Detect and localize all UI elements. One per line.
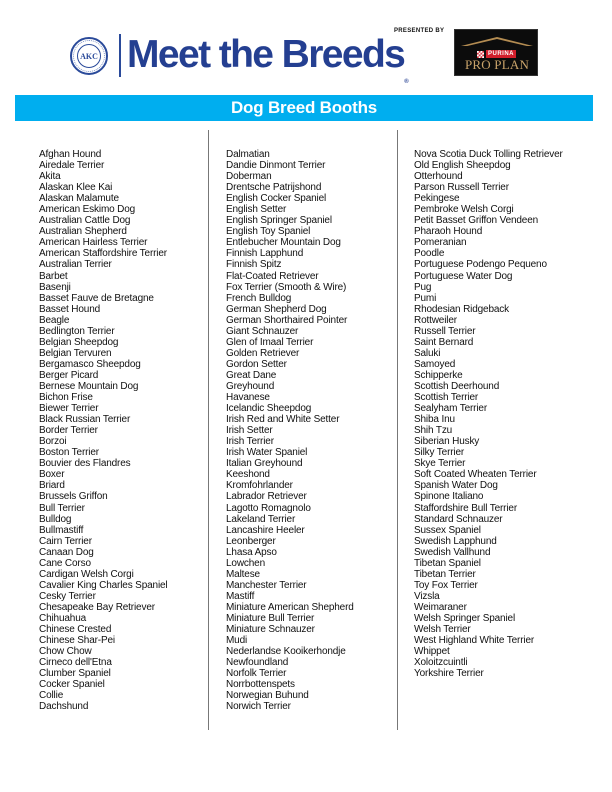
breed-list-item: Alaskan Malamute	[39, 193, 119, 205]
breed-list-item: Portuguese Water Dog	[414, 270, 513, 282]
breed-list-item: Chihuahua	[39, 612, 87, 624]
breed-list-item: Cairn Terrier	[39, 535, 92, 547]
breed-list-item: Scottish Deerhound	[414, 380, 500, 392]
breed-list-item: Dalmatian	[226, 149, 270, 160]
column-divider	[208, 130, 209, 730]
breed-list-item: American Hairless Terrier	[39, 237, 148, 249]
breed-list-item: Lhasa Apso	[226, 546, 277, 558]
breed-list-item: West Highland White Terrier	[414, 635, 535, 647]
breed-list-item: Whippet	[414, 646, 450, 658]
breed-list-item: Bergamasco Sheepdog	[39, 358, 141, 370]
breed-list-item: Chinese Shar-Pei	[39, 635, 115, 647]
breed-list-item: Miniature Bull Terrier	[226, 612, 315, 624]
breed-list-item: French Bulldog	[226, 292, 292, 304]
breed-list-item: Basset Hound	[39, 303, 101, 315]
breed-list-item: Vizsla	[414, 590, 440, 602]
breed-list-item: Borzoi	[39, 436, 67, 448]
breed-list-item: Welsh Terrier	[414, 624, 471, 636]
breed-list-item: Russell Terrier	[414, 325, 476, 337]
breed-list-item: Norfolk Terrier	[226, 668, 287, 680]
breed-list-item: Mudi	[226, 635, 248, 647]
breed-list-item: Shih Tzu	[414, 425, 453, 437]
breed-list-item: Bichon Frise	[39, 392, 93, 404]
breed-list-item: Fox Terrier (Smooth & Wire)	[226, 281, 347, 293]
breed-list-item: Basset Fauve de Bretagne	[39, 292, 154, 304]
breed-list-item: Gordon Setter	[226, 358, 287, 370]
breed-list-item: Basenji	[39, 281, 71, 293]
breed-list-item: Dachshund	[39, 701, 89, 713]
breed-list-item: Staffordshire Bull Terrier	[414, 502, 517, 514]
breed-list-item: Bedlington Terrier	[39, 325, 115, 337]
breed-list-item: German Shepherd Dog	[226, 303, 327, 315]
roof-icon-inner	[463, 39, 531, 47]
akc-monogram: AKC	[77, 44, 101, 68]
breed-list-item: Norwich Terrier	[226, 701, 291, 713]
breed-list-item: Boxer	[39, 469, 65, 481]
breed-list-item: Entlebucher Mountain Dog	[226, 237, 341, 249]
breed-list-item: Airedale Terrier	[39, 160, 105, 172]
breed-list-item: Xoloitzcuintli	[414, 657, 468, 669]
breed-list-item: Drentsche Patrijshond	[226, 182, 322, 194]
breed-list-item: Nederlandse Kooikerhondje	[226, 646, 346, 658]
breed-list-item: Chinese Crested	[39, 624, 112, 636]
breed-list-item: Silky Terrier	[414, 447, 465, 459]
breed-list-item: Pekingese	[414, 193, 460, 205]
breed-list-item: English Setter	[226, 204, 287, 216]
breed-list-item: Sealyham Terrier	[414, 403, 488, 415]
breed-list-item: Lagotto Romagnolo	[226, 502, 311, 514]
breed-list-item: Rottweiler	[414, 314, 457, 326]
breed-list-item: Miniature Schnauzer	[226, 624, 315, 636]
breed-list-item: Irish Setter	[226, 425, 273, 437]
breed-list-item: Australian Shepherd	[39, 226, 127, 238]
akc-seal-icon	[70, 37, 108, 75]
breed-list-item: Golden Retriever	[226, 347, 300, 359]
breed-list-item: Lakeland Terrier	[226, 513, 296, 525]
breed-list-item: Cavalier King Charles Spaniel	[39, 579, 168, 591]
breed-list-item: Australian Cattle Dog	[39, 215, 131, 227]
section-banner: Dog Breed Booths	[15, 95, 593, 121]
trademark-mark: ®	[404, 79, 409, 85]
breed-list-item: Berger Picard	[39, 369, 99, 381]
breed-list-item: Australian Terrier	[39, 259, 112, 271]
breed-list-item: Irish Terrier	[226, 436, 274, 448]
header	[0, 0, 612, 92]
breed-list-item: Alaskan Klee Kai	[39, 182, 113, 194]
breed-list-item: English Toy Spaniel	[226, 226, 311, 238]
breed-list-item: Pharaoh Hound	[414, 226, 483, 238]
breed-list-item: American Staffordshire Terrier	[39, 248, 167, 260]
breed-list-item: Finnish Spitz	[226, 259, 282, 271]
breed-list-item: Standard Schnauzer	[414, 513, 503, 525]
page-title-text: Meet the Breeds	[127, 33, 405, 76]
breed-list-item: Black Russian Terrier	[39, 414, 131, 426]
purina-wordmark: PURINA	[488, 51, 515, 57]
breed-list-item: American Eskimo Dog	[39, 204, 136, 216]
breed-list-item: Clumber Spaniel	[39, 668, 111, 680]
breed-list-item: Schipperke	[414, 369, 463, 381]
breed-list-item: Barbet	[39, 270, 68, 282]
breed-list-item: Nova Scotia Duck Tolling Retriever	[414, 149, 563, 160]
breed-list-item: Chow Chow	[39, 646, 92, 658]
breed-list-item: Norwegian Buhund	[226, 690, 309, 702]
breed-list-item: Pembroke Welsh Corgi	[414, 204, 514, 216]
breed-list-item: Cardigan Welsh Corgi	[39, 568, 134, 580]
breed-list-item: Great Dane	[226, 369, 277, 381]
breed-list-item: Weimaraner	[414, 601, 467, 613]
breed-list-item: Spinone Italiano	[414, 491, 484, 503]
breed-list-item: Afghan Hound	[39, 149, 102, 160]
breed-list-item: Pomeranian	[414, 237, 467, 249]
breed-list-item: Cirneco dell'Etna	[39, 657, 112, 669]
breed-list-item: Parson Russell Terrier	[414, 182, 509, 194]
breed-list-item: Newfoundland	[226, 657, 289, 669]
breed-list-item: Saint Bernard	[414, 336, 474, 348]
breed-list-item: Doberman	[226, 171, 272, 183]
breed-list-item: Pumi	[414, 292, 437, 304]
breed-list-item: Akita	[39, 171, 61, 183]
breed-list-item: Bernese Mountain Dog	[39, 380, 139, 392]
breed-list-item: Mastiff	[226, 590, 255, 602]
breed-column-2	[226, 149, 354, 712]
breed-list-item: Old English Sheepdog	[414, 160, 511, 172]
breed-list-item: Spanish Water Dog	[414, 480, 498, 492]
breed-list-item: Beagle	[39, 314, 70, 326]
breed-list-item: Border Terrier	[39, 425, 98, 437]
breed-list-item: Bulldog	[39, 513, 72, 525]
breed-list-item: Dandie Dinmont Terrier	[226, 160, 326, 172]
breed-list-item: Toy Fox Terrier	[414, 579, 478, 591]
breed-list-item: Finnish Lapphund	[226, 248, 304, 260]
sponsor-logo	[454, 29, 538, 76]
page-title	[127, 30, 409, 85]
breed-list-item: Saluki	[414, 347, 441, 359]
breed-list-item: Irish Water Spaniel	[226, 447, 308, 459]
breed-list-item: Cane Corso	[39, 557, 91, 569]
breed-list-item: Boston Terrier	[39, 447, 99, 459]
breed-list-item: Swedish Lapphund	[414, 535, 497, 547]
breed-list-item: Sussex Spaniel	[414, 524, 481, 536]
breed-list-item: Bouvier des Flandres	[39, 458, 131, 470]
breed-list-item: Poodle	[414, 248, 445, 260]
breed-list-item: Leonberger	[226, 535, 276, 547]
breed-list-item: Keeshond	[226, 469, 270, 481]
breed-list-item: Irish Red and White Setter	[226, 414, 340, 426]
breed-list-item: English Springer Spaniel	[226, 215, 332, 227]
breed-list-item: Canaan Dog	[39, 546, 94, 558]
breed-list-item: Shiba Inu	[414, 414, 455, 426]
breed-list-item: Bull Terrier	[39, 502, 85, 514]
breed-list-item: Belgian Tervuren	[39, 347, 112, 359]
breed-list-item: Icelandic Sheepdog	[226, 403, 312, 415]
brand-divider	[119, 34, 121, 77]
breed-list-item: Pug	[414, 281, 432, 293]
breed-list-item: Glen of Imaal Terrier	[226, 336, 314, 348]
breed-list-item: Belgian Sheepdog	[39, 336, 119, 348]
breed-list-item: Collie	[39, 690, 64, 702]
breed-list-item: Lancashire Heeler	[226, 524, 305, 536]
breed-list-item: Brussels Griffon	[39, 491, 108, 503]
proplan-wordmark: PRO PLAN	[464, 57, 530, 72]
breed-list-item: English Cocker Spaniel	[226, 193, 327, 205]
breed-list-item: Otterhound	[414, 171, 463, 183]
breed-list-item: Petit Basset Griffon Vendeen	[414, 215, 539, 227]
breed-list-item: Skye Terrier	[414, 458, 466, 470]
column-divider	[397, 130, 398, 730]
breed-list-item: Tibetan Terrier	[414, 568, 476, 580]
breed-list-item: Kromfohrlander	[226, 480, 293, 492]
breed-list-item: Cocker Spaniel	[39, 679, 105, 691]
breed-list-item: Chesapeake Bay Retriever	[39, 601, 155, 613]
breed-list-item: Greyhound	[226, 380, 275, 392]
breed-list-item: Scottish Terrier	[414, 392, 479, 404]
breed-list-item: Tibetan Spaniel	[414, 557, 481, 569]
breed-column-3	[414, 149, 563, 679]
breed-list-item: Manchester Terrier	[226, 579, 307, 591]
breed-list-item: German Shorthaired Pointer	[226, 314, 348, 326]
breed-list-item: Biewer Terrier	[39, 403, 99, 415]
breed-list-item: Briard	[39, 480, 65, 492]
breed-list-item: Bullmastiff	[39, 524, 84, 536]
breed-list-item: Yorkshire Terrier	[414, 668, 484, 680]
breed-list-item: Rhodesian Ridgeback	[414, 303, 509, 315]
presented-by-label: PRESENTED BY	[394, 28, 445, 34]
breed-list-item: Italian Greyhound	[226, 458, 303, 470]
breed-list-item: Havanese	[226, 392, 270, 404]
breed-list-item: Portuguese Podengo Pequeno	[414, 259, 547, 271]
breed-list-item: Swedish Vallhund	[414, 546, 491, 558]
breed-list-item: Norrbottenspets	[226, 679, 295, 691]
breed-list-item: Samoyed	[414, 358, 456, 370]
breed-list-item: Flat-Coated Retriever	[226, 270, 319, 282]
breed-column-1	[39, 149, 168, 712]
breed-list-item: Cesky Terrier	[39, 590, 96, 602]
breed-list-item: Miniature American Shepherd	[226, 601, 354, 613]
breed-list-item: Soft Coated Wheaten Terrier	[414, 469, 537, 481]
breed-list-item: Siberian Husky	[414, 436, 480, 448]
breed-list-item: Labrador Retriever	[226, 491, 307, 503]
breed-list-item: Giant Schnauzer	[226, 325, 299, 337]
breed-list-item: Maltese	[226, 568, 260, 580]
breed-list-item: Welsh Springer Spaniel	[414, 612, 516, 624]
breed-list-item: Lowchen	[226, 557, 265, 569]
